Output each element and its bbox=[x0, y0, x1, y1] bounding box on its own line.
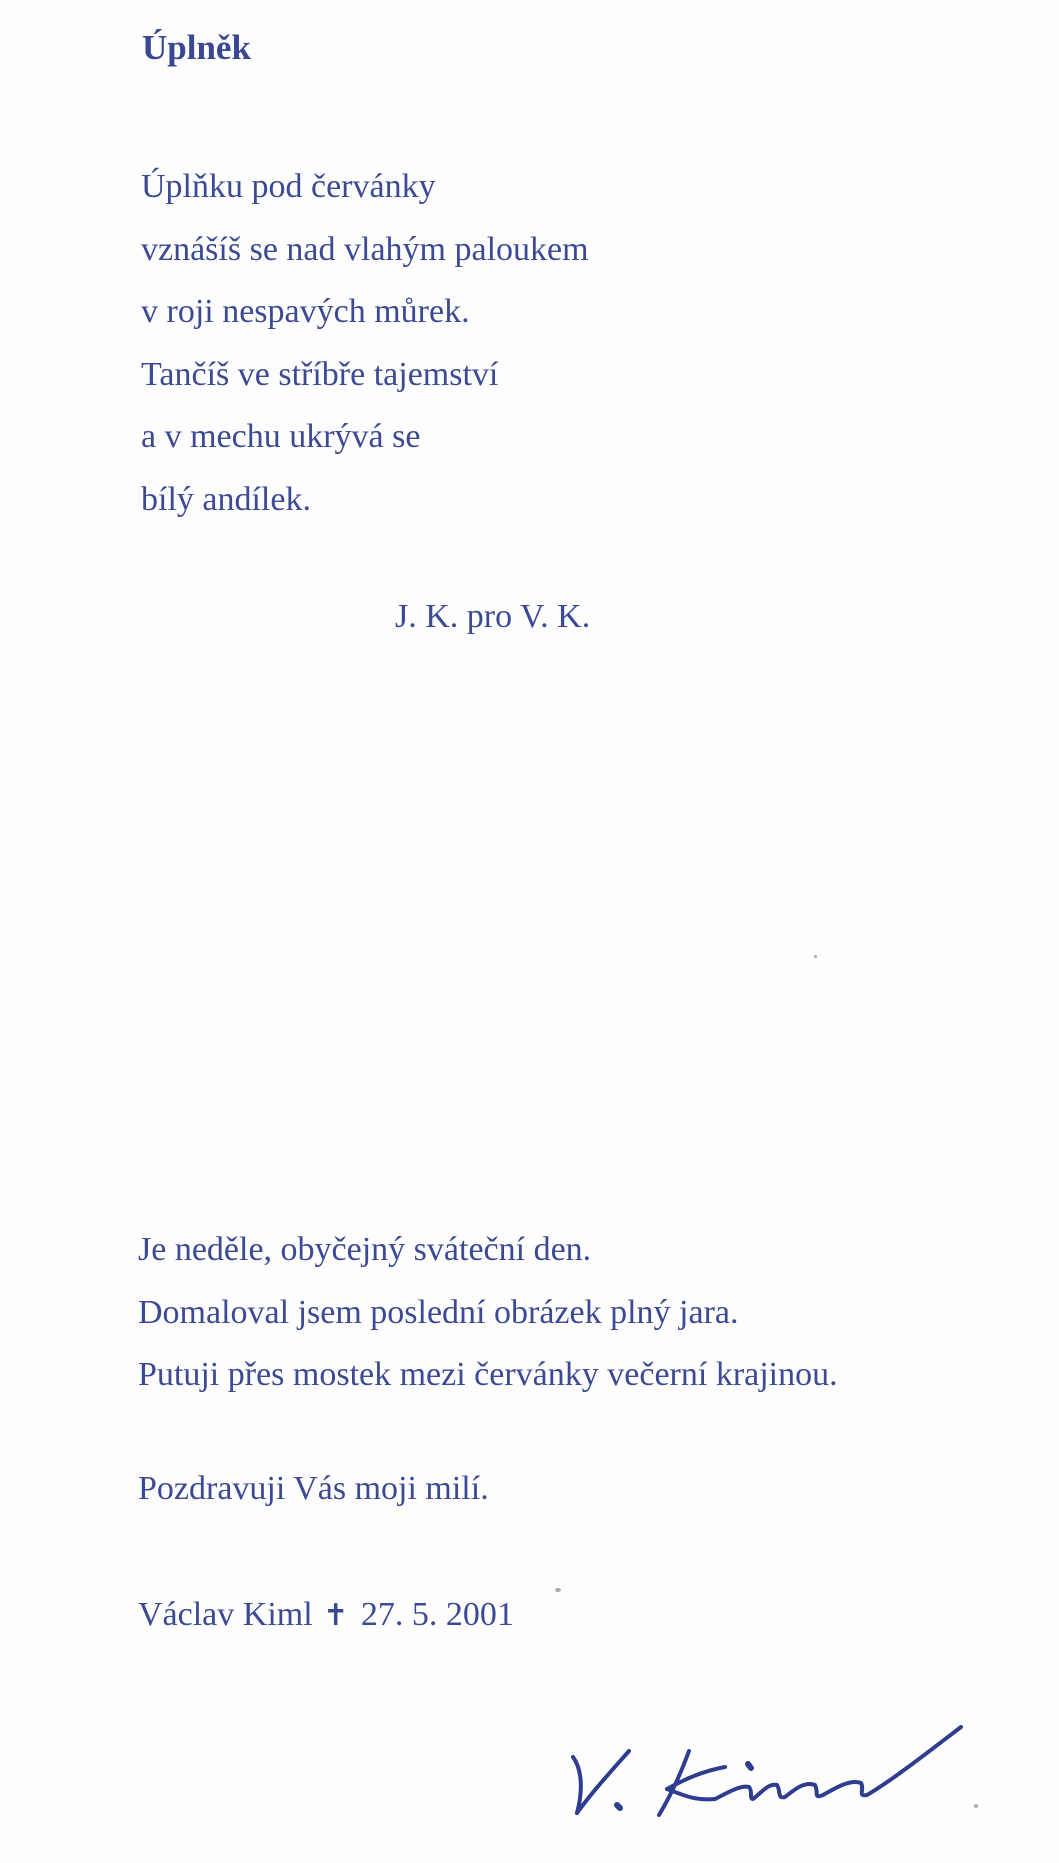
poem-dedication: J. K. pro V. K. bbox=[395, 598, 591, 635]
poem-line: Tančíš ve stříbře tajemství bbox=[141, 355, 499, 393]
letter-line: Je neděle, obyčejný sváteční den. bbox=[138, 1231, 592, 1268]
poem-verse bbox=[141, 156, 589, 531]
poem-line: v roji nespavých můrek. bbox=[141, 293, 470, 330]
paper-speck bbox=[814, 955, 817, 958]
letter-signoff bbox=[138, 1596, 514, 1634]
poem-line: bílý andílek. bbox=[141, 480, 311, 518]
letter-line: Domaloval jsem poslední obrázek plný jara. bbox=[138, 1293, 739, 1331]
paper-speck bbox=[555, 1588, 561, 1592]
paper-speck bbox=[974, 1804, 978, 1808]
handwritten-signature bbox=[555, 1695, 1005, 1820]
letter-line: Putuji přes mostek mezi červánky večerní krajinou. bbox=[138, 1356, 838, 1393]
death-date: 27. 5. 2001 bbox=[360, 1596, 514, 1633]
poem-line: Úplňku pod červánky bbox=[141, 168, 436, 205]
poem-title: Úplněk bbox=[142, 28, 251, 67]
cross-icon: ✝ bbox=[323, 1598, 349, 1633]
poem-line: a v mechu ukrývá se bbox=[141, 418, 421, 455]
poem-line: vznášíš se nad vlahým paloukem bbox=[141, 230, 589, 268]
letter-body bbox=[138, 1219, 838, 1407]
letter-greeting: Pozdravuji Vás moji milí. bbox=[138, 1470, 489, 1507]
author-name: Václav Kiml bbox=[138, 1596, 313, 1633]
